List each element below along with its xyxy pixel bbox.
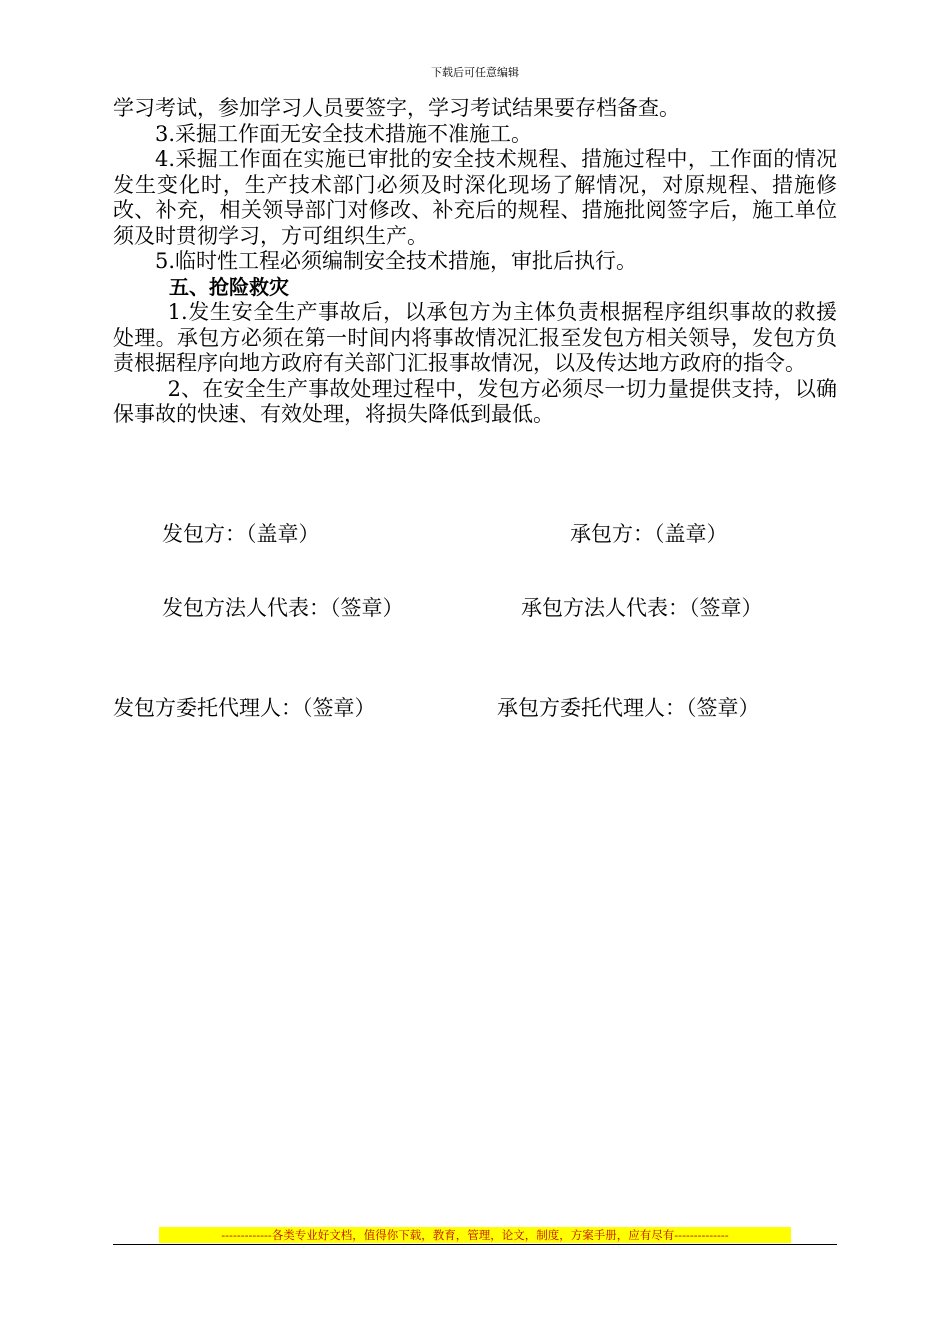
paragraph-rescue-2: 2、在安全生产事故处理过程中，发包方必须尽一切力量提供支持，以确保事故的快速、有效处理，将损失降低到最低。	[113, 376, 837, 426]
paragraph-item-4: 4.采掘工作面在实施已审批的安全技术规程、措施过程中，工作面的情况发生变化时，生产技术部门必须及时深化现场了解情况，对原规程、措施修改、补充，相关领导部门对修改、补充后的规程、措施批阅签字后，施工单位须及时贯彻学习，方可组织生产。	[113, 147, 837, 248]
paragraph-rescue-1: 1.发生安全生产事故后，以承包方为主体负责根据程序组织事故的救援处理。承包方必须在第一时间内将事故情况汇报至发包方相关领导，发包方负责根据程序向地方政府有关部门汇报事故情况，以及传达地方政府的指令。	[113, 300, 837, 375]
contractor-legal-rep-line: 承包方法人代表：（签章）	[521, 596, 763, 620]
contractor-seal-line: 承包方：（盖章）	[570, 522, 728, 546]
document-body	[113, 96, 837, 428]
paragraph-study-exam: 学习考试，参加学习人员要签字，学习考试结果要存档备查。	[113, 96, 680, 120]
header-note: 下载后可任意编辑	[431, 66, 519, 79]
paragraph-item-3: 3.采掘工作面无安全技术措施不准施工。	[155, 121, 533, 146]
section-heading-rescue: 五、抢险救灾	[169, 274, 289, 299]
contractor-agent-line: 承包方委托代理人：（签章）	[497, 696, 760, 720]
footer-divider	[113, 1244, 837, 1245]
footer-banner: -------------各类专业好文档，值得你下载，教育，管理，论文，制度，方案手册，应有尽有--------------	[159, 1227, 791, 1243]
paragraph-item-5: 5.临时性工程必须编制安全技术措施，审批后执行。	[155, 249, 638, 273]
employer-legal-rep-line: 发包方法人代表：（签章）	[162, 596, 404, 620]
employer-agent-line: 发包方委托代理人：（签章）	[113, 696, 376, 720]
employer-seal-line: 发包方：（盖章）	[162, 522, 320, 546]
